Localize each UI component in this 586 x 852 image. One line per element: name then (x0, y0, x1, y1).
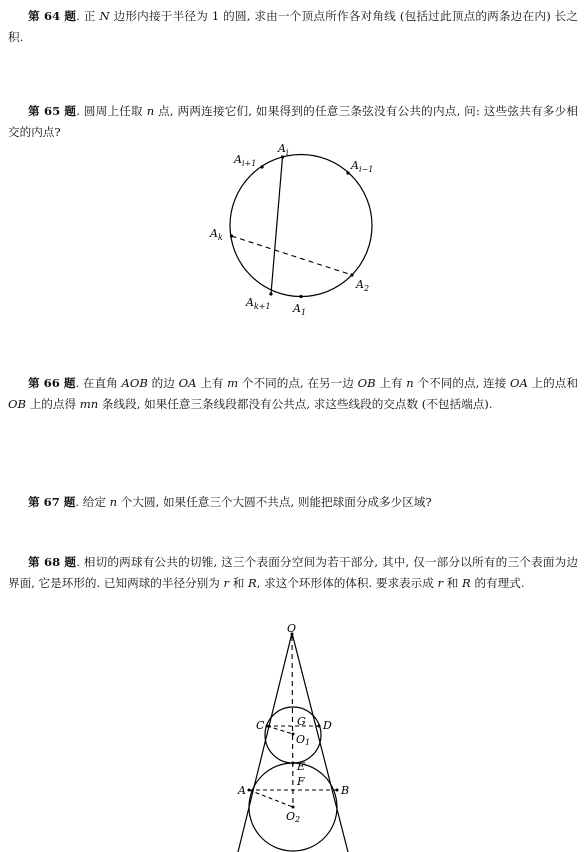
problem-66: 第 66 题. 在直角 AOB 的边 OA 上有 m 个不同的点, 在另一边 OB 上有 n 个不同的点, 连接 OA 上的点和 OB 上的点得 mn 条线段, 如果任意三条线段都没有公共点, 求这些线段的交点数 (不包括端点). (8, 376, 579, 411)
math-var: n (109, 495, 118, 509)
point-d (318, 725, 321, 728)
problem-64: 第 64 题. 正 N 边形内接于半径为 1 的圆, 求由一个顶点所作各对角线 (包括过此顶点的两条边在内) 长之积. (8, 9, 579, 44)
problem-text: 个不同的点, 在另一边 (238, 376, 358, 390)
label-c: C (256, 719, 265, 732)
point-c (266, 725, 269, 728)
math-var: n (406, 376, 414, 390)
label-b: B (341, 784, 350, 797)
math-var: N (99, 9, 110, 23)
problem-text: 给定 (82, 495, 110, 509)
label-ak1: $A_{k+1}$ (246, 296, 271, 311)
problem-text: 的有理式. (470, 576, 525, 590)
problem-text: 的边 (147, 376, 179, 390)
label-aim1: $A_{i-1}$ (351, 159, 374, 174)
label-g: G (297, 715, 306, 728)
point-aim1 (346, 171, 349, 174)
problem-text: 上有 (375, 376, 407, 390)
axis-dashed (292, 636, 293, 807)
label-o1: O1 (296, 733, 311, 747)
label-a: A (238, 784, 246, 797)
label-d: D (323, 719, 332, 732)
problem-68: 第 68 题. 相切的两球有公共的切锥, 这三个表面分空间为若干部分, 其中, 仅一部分以所有的三个表面为边界面, 它是环形的. 已知两球的半径分别为 r 和 R, 求这个环形体的体积. 要求表示成 r 和 R 的有理式. (8, 555, 578, 590)
math-var: OB (357, 376, 376, 390)
math-var: m (227, 376, 239, 390)
label-ak: $A_k$ (210, 227, 223, 242)
cone-left-side (238, 633, 292, 852)
figure-65-circle-chords (200, 138, 400, 323)
math-var: mn (79, 397, 99, 411)
figure-68-tangent-spheres-cone (222, 622, 372, 852)
problem-text: 正 (83, 9, 100, 23)
label-ai: $A_i$ (278, 142, 289, 157)
label-e: E (297, 760, 306, 773)
problem-65: 第 65 题. 圆周上任取 n 点, 两两连接它们, 如果得到的任意三条弦没有公共的内点, 问: 这些弦共有多少相交的内点? (8, 104, 578, 139)
point-ai (281, 155, 284, 158)
problem-number: 第 64 题 (28, 9, 77, 23)
point-b (336, 789, 339, 792)
point-o2 (292, 806, 295, 809)
problem-67: 第 67 题. 给定 n 个大圆, 如果任意三个大圆不共点, 则能把球面分成多少区域? (28, 495, 432, 509)
label-f: F (297, 775, 305, 788)
math-var: r (437, 576, 444, 590)
point-a2 (350, 273, 353, 276)
point-a1 (299, 295, 302, 298)
point-e (292, 762, 295, 765)
problem-text: 在直角 (82, 376, 122, 390)
problem-text: 上有 (196, 376, 228, 390)
problem-text: 点, 两两连接它们, 如果得到的任意三条弦没有公共的内点, 问: 这些弦共有多少相交的内点? (8, 104, 578, 139)
problem-number: 第 66 题 (28, 376, 76, 390)
segment-a-o2 (249, 790, 293, 807)
problem-text: 边形内接于半径为 1 的圆, 求由一个顶点所作各对角线 (包括过此顶点的两条边在内) 长之积. (8, 9, 579, 44)
chord-ak-a2-dashed (232, 236, 353, 275)
problem-number: 第 65 题 (28, 104, 77, 118)
problem-text: 和 (229, 576, 249, 590)
problem-text: 个大圆, 如果任意三个大圆不共点, 则能把球面分成多少区域? (117, 495, 432, 509)
segment-c-o1 (267, 726, 293, 734)
label-a2: $A_2$ (356, 278, 370, 293)
problem-text: 个不同的点, 连接 (413, 376, 510, 390)
math-var: AOB (121, 376, 148, 390)
problem-text: 相切的两球有公共的切锥, 这三个表面分空间为若干部分, 其中, 仅一部分以所有的三个表面为边界面, 它是环形的. 已知两球的半径分别为 (8, 555, 578, 590)
label-o: O (287, 622, 297, 635)
label-a1: $A_1$ (293, 302, 307, 317)
math-var: n (146, 104, 155, 118)
problem-text: 和 (443, 576, 463, 590)
label-o2: O2 (286, 810, 301, 824)
problem-text: 圆周上任取 (83, 104, 147, 118)
math-var: r (223, 576, 230, 590)
math-var: OB (8, 397, 27, 411)
problem-text: 条线段, 如果任意三条线段都没有公共点, 求这些线段的交点数 (不包括端点). (98, 397, 493, 411)
math-var: OA (178, 376, 197, 390)
label-ai1: $A_{i+1}$ (234, 153, 257, 168)
problem-number: 第 68 题 (28, 555, 77, 569)
problem-text: 上的点得 (26, 397, 80, 411)
point-ak1 (269, 292, 272, 295)
problem-text: 上的点和 (527, 376, 579, 390)
point-o1 (292, 733, 295, 736)
math-var: OA (509, 376, 528, 390)
point-ai1 (260, 165, 263, 168)
problem-text: , 求这个环形体的体积. 要求表示成 (256, 576, 438, 590)
problem-number: 第 67 题 (28, 495, 76, 509)
point-a (248, 789, 251, 792)
math-var: R (462, 576, 471, 590)
point-ak (230, 234, 233, 237)
math-var: R (248, 576, 257, 590)
chord-ai-ak1 (271, 157, 283, 294)
